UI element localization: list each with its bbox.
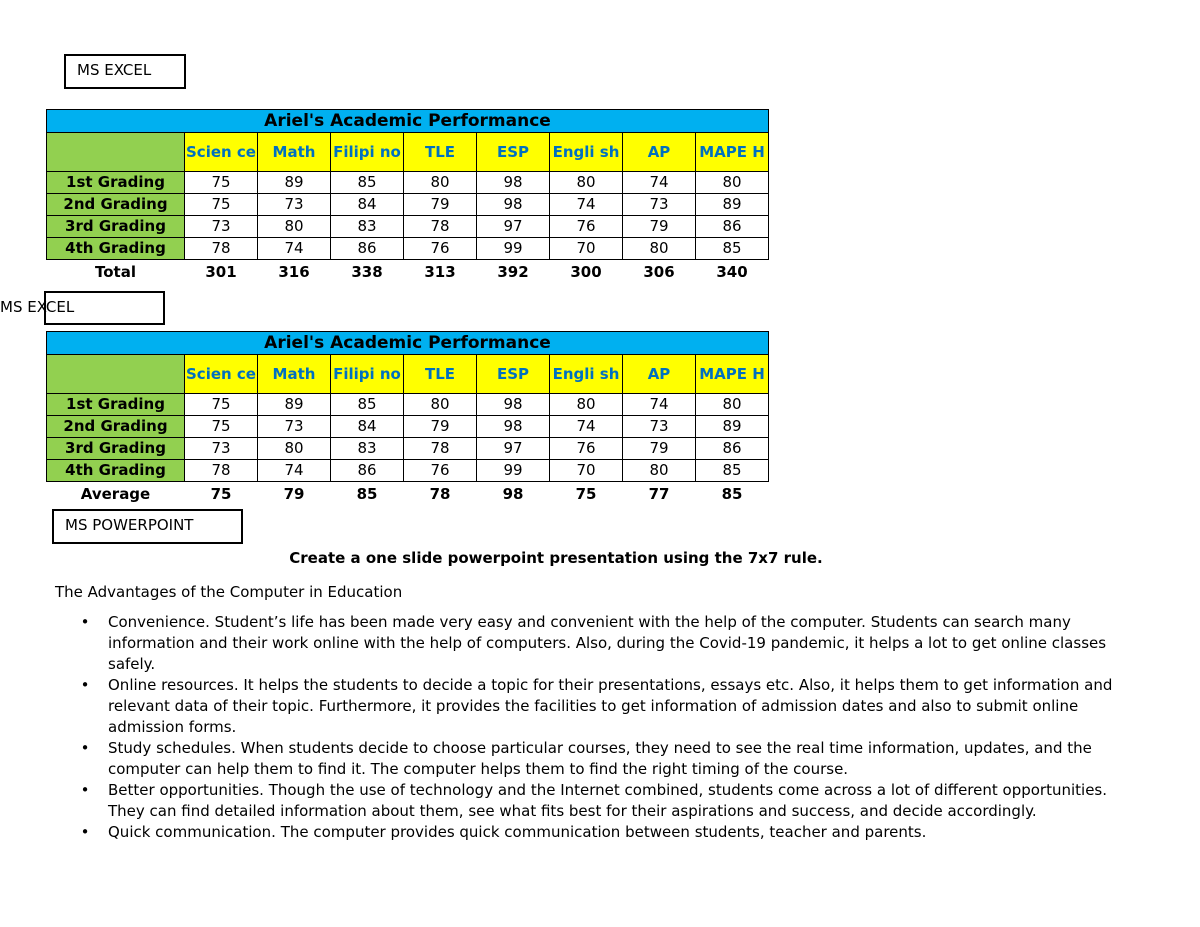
grade-cell: 85: [331, 394, 404, 416]
grade-cell: 80: [550, 172, 623, 194]
table-title: Ariel's Academic Performance: [47, 110, 769, 133]
grade-cell: 78: [185, 460, 258, 482]
grade-cell: 73: [623, 416, 696, 438]
list-item: [80, 822, 1140, 843]
grade-cell: 84: [331, 194, 404, 216]
total-cell: 306: [643, 263, 675, 281]
subject-header: Filipi no: [331, 355, 404, 394]
table-row: [47, 438, 769, 460]
grade-cell: 73: [258, 194, 331, 216]
row-label: 4th Grading: [47, 238, 185, 260]
grade-cell: 75: [185, 416, 258, 438]
bullet-icon: •: [80, 823, 90, 841]
ms-excel-label: MS EXCEL: [77, 61, 152, 79]
grade-cell: 85: [696, 460, 769, 482]
average-cell: 78: [429, 485, 451, 503]
grade-cell: 76: [404, 460, 477, 482]
list-item-text: Better opportunities. Though the use of technology and the Internet combined, students come across a lot of different opportunities. They can find detailed information about them, see what fits best for their aspirations and success, and decide accordingly.: [108, 781, 1108, 820]
grade-cell: 89: [696, 194, 769, 216]
grade-cell: 86: [696, 438, 769, 460]
advantages-list: [80, 612, 1140, 843]
subject-header: ESP: [477, 133, 550, 172]
grade-cell: 99: [477, 238, 550, 260]
subject-header: Engli sh: [550, 355, 623, 394]
total-cell: 340: [716, 263, 748, 281]
grade-cell: 98: [477, 194, 550, 216]
grade-cell: 98: [477, 172, 550, 194]
grade-cell: 89: [696, 416, 769, 438]
total-cell: 316: [278, 263, 310, 281]
grade-cell: 89: [258, 394, 331, 416]
grade-cell: 79: [623, 438, 696, 460]
grade-cell: 75: [185, 194, 258, 216]
subject-header: MAPE H: [696, 133, 769, 172]
subject-header: MAPE H: [696, 355, 769, 394]
average-cell: 77: [648, 485, 670, 503]
subject-header: TLE: [404, 355, 477, 394]
grade-cell: 70: [550, 238, 623, 260]
grade-cell: 74: [550, 416, 623, 438]
row-label: 2nd Grading: [47, 416, 185, 438]
total-label: Total: [95, 263, 136, 281]
subject-header: ESP: [477, 355, 550, 394]
grade-cell: 85: [331, 172, 404, 194]
grade-cell: 86: [331, 460, 404, 482]
average-cell: 75: [575, 485, 597, 503]
bullet-icon: •: [80, 739, 90, 757]
grade-cell: 78: [404, 216, 477, 238]
ms-powerpoint-label-box: [52, 509, 243, 544]
grade-cell: 80: [623, 238, 696, 260]
row-label: 3rd Grading: [47, 216, 185, 238]
grade-cell: 79: [404, 194, 477, 216]
table-row: [47, 416, 769, 438]
table-row: [47, 194, 769, 216]
grade-cell: 73: [185, 438, 258, 460]
grade-cell: 80: [696, 394, 769, 416]
instruction-text: Create a one slide powerpoint presentation using the 7x7 rule.: [289, 549, 823, 567]
table-title: Ariel's Academic Performance: [47, 332, 769, 355]
row-label: 1st Grading: [47, 172, 185, 194]
total-cell: 313: [424, 263, 456, 281]
bullet-icon: •: [80, 613, 90, 631]
grade-cell: 75: [185, 394, 258, 416]
grade-cell: 74: [550, 194, 623, 216]
subject-header: Scien ce: [185, 355, 258, 394]
grade-cell: 78: [185, 238, 258, 260]
average-label: Average: [80, 485, 151, 503]
grade-cell: 86: [696, 216, 769, 238]
grade-cell: 84: [331, 416, 404, 438]
total-cell: 301: [205, 263, 237, 281]
list-item: [80, 780, 1140, 822]
ms-excel-label-box: [64, 54, 186, 89]
list-item-text: Convenience. Student’s life has been made very easy and convenient with the help of the computer. Students can search many information and their work online with the help of computers. Also, during the Covid-19 pandemic, it helps a lot to get online classes safely.: [108, 613, 1107, 673]
average-cell: 85: [356, 485, 378, 503]
average-row: [47, 482, 769, 507]
table-row: [47, 216, 769, 238]
subject-header: Scien ce: [185, 133, 258, 172]
grade-cell: 80: [696, 172, 769, 194]
grade-cell: 79: [404, 416, 477, 438]
subject-header: Filipi no: [331, 133, 404, 172]
list-item: [80, 612, 1140, 675]
grade-cell: 83: [331, 438, 404, 460]
list-item-text: Online resources. It helps the students to decide a topic for their presentations, essays etc. Also, it helps them to get information and relevant data of their topic. Furthermore, it provides the facilities to get information of admission dates and also to submit online admission forms.: [108, 676, 1113, 736]
subject-header: Math: [258, 133, 331, 172]
grade-cell: 74: [258, 238, 331, 260]
grade-cell: 76: [550, 438, 623, 460]
row-label: 1st Grading: [47, 394, 185, 416]
table-row: [47, 172, 769, 194]
grade-cell: 80: [258, 438, 331, 460]
list-item-text: Quick communication. The computer provides quick communication between students, teacher and parents.: [108, 823, 927, 841]
grade-cell: 74: [623, 394, 696, 416]
grade-cell: 79: [623, 216, 696, 238]
average-cell: 98: [502, 485, 524, 503]
total-cell: 338: [351, 263, 383, 281]
total-row: [47, 260, 769, 285]
table-row: [47, 238, 769, 260]
grade-cell: 73: [258, 416, 331, 438]
grade-cell: 74: [623, 172, 696, 194]
grade-cell: 76: [550, 216, 623, 238]
row-label: 4th Grading: [47, 460, 185, 482]
total-cell: 392: [497, 263, 529, 281]
document-title: The Advantages of the Computer in Education: [55, 583, 403, 601]
subject-header: TLE: [404, 133, 477, 172]
bullet-icon: •: [80, 676, 90, 694]
row-label: 3rd Grading: [47, 438, 185, 460]
list-item: [80, 738, 1140, 780]
total-cell: 300: [570, 263, 602, 281]
grade-cell: 76: [404, 238, 477, 260]
grade-cell: 80: [258, 216, 331, 238]
grade-cell: 85: [696, 238, 769, 260]
header-blank-cell: [47, 355, 185, 394]
grade-cell: 78: [404, 438, 477, 460]
average-cell: 75: [210, 485, 232, 503]
bullet-icon: •: [80, 781, 90, 799]
subject-header: AP: [623, 133, 696, 172]
grade-cell: 75: [185, 172, 258, 194]
list-item: [80, 675, 1140, 738]
grade-cell: 83: [331, 216, 404, 238]
grade-cell: 99: [477, 460, 550, 482]
header-blank-cell: [47, 133, 185, 172]
grade-cell: 73: [185, 216, 258, 238]
subject-header: Engli sh: [550, 133, 623, 172]
list-item-text: Study schedules. When students decide to choose particular courses, they need to see the real time information, updates, and the computer can help them to find it. The computer helps them to find the right timing of the course.: [108, 739, 1092, 778]
grade-cell: 97: [477, 438, 550, 460]
grade-cell: 80: [404, 172, 477, 194]
performance-table-average: [46, 331, 769, 506]
subject-header: Math: [258, 355, 331, 394]
ms-excel-label-2: MS EXCEL: [0, 298, 75, 316]
grade-cell: 89: [258, 172, 331, 194]
table-row: [47, 460, 769, 482]
row-label: 2nd Grading: [47, 194, 185, 216]
grade-cell: 70: [550, 460, 623, 482]
table-row: [47, 394, 769, 416]
grade-cell: 80: [623, 460, 696, 482]
performance-table-total: [46, 109, 769, 284]
grade-cell: 98: [477, 416, 550, 438]
grade-cell: 73: [623, 194, 696, 216]
ms-powerpoint-label: MS POWERPOINT: [65, 516, 194, 534]
grade-cell: 86: [331, 238, 404, 260]
grade-cell: 97: [477, 216, 550, 238]
grade-cell: 74: [258, 460, 331, 482]
grade-cell: 80: [404, 394, 477, 416]
grade-cell: 98: [477, 394, 550, 416]
average-cell: 79: [283, 485, 305, 503]
grade-cell: 80: [550, 394, 623, 416]
average-cell: 85: [721, 485, 743, 503]
subject-header: AP: [623, 355, 696, 394]
